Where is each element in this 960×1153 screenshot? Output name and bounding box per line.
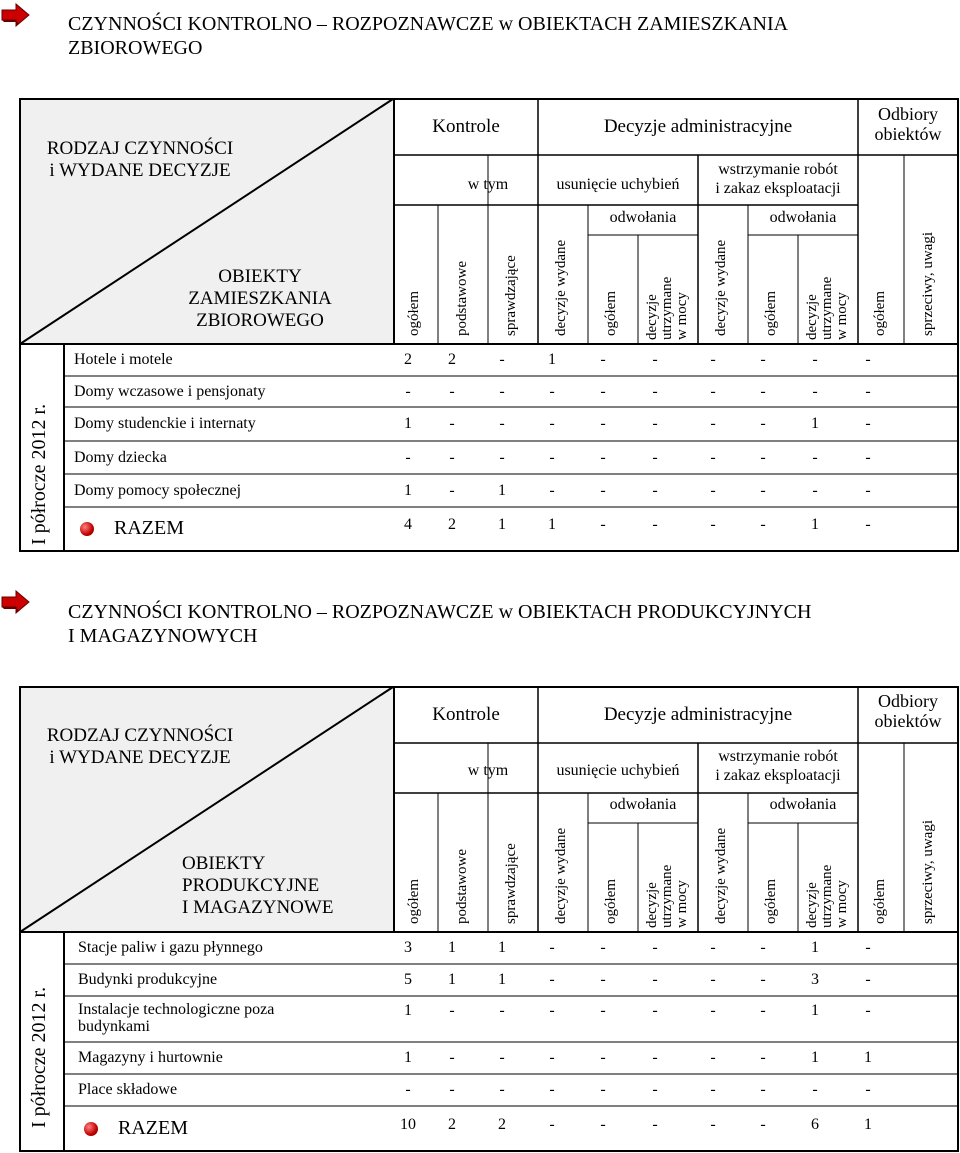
table-cell: - bbox=[652, 971, 658, 988]
table-cell: 1 bbox=[811, 1002, 819, 1019]
table-cell: - bbox=[449, 1002, 455, 1019]
col-sprzeciwy: sprzeciwy, uwagi bbox=[920, 232, 936, 336]
table-cell: 1 bbox=[404, 481, 412, 499]
table-cell: - bbox=[652, 939, 658, 956]
table-cell: - bbox=[652, 1002, 658, 1019]
col-decyzje-utrzymane: decyzje utrzymane w mocy bbox=[804, 276, 850, 340]
table-cell: - bbox=[449, 481, 455, 499]
table-cell: - bbox=[865, 971, 871, 988]
table-cell: 1 bbox=[498, 939, 506, 956]
col-decyzje-wydane: decyzje wydane bbox=[553, 827, 569, 924]
table-cell: - bbox=[600, 971, 606, 988]
row-label: Domy dziecka bbox=[74, 448, 167, 466]
table-cell: - bbox=[600, 448, 606, 466]
bullet-icon bbox=[84, 1122, 98, 1136]
section-title: CZYNNOŚCI KONTROLNO – ROZPOZNAWCZE w OBIEKTACH ZAMIESZKANIA ZBIOROWEGO bbox=[68, 13, 789, 59]
side-label: I półrocze 2012 r. bbox=[28, 403, 50, 545]
row-label: Place składowe bbox=[78, 1081, 178, 1098]
obiekty-label: OBIEKTY ZAMIESZKANIA ZBIOROWEGO bbox=[188, 266, 332, 331]
table-cell: 1 bbox=[548, 351, 556, 368]
col-decyzje-wydane: decyzje wydane bbox=[713, 827, 729, 924]
total-cell: - bbox=[652, 1115, 658, 1133]
table-cell: - bbox=[865, 448, 871, 466]
col-decyzje-wydane: decyzje wydane bbox=[713, 239, 729, 336]
col-ogolem: ogółem bbox=[406, 879, 422, 924]
decyzje-admin-header: Decyzje administracyjne bbox=[603, 704, 793, 725]
total-cell: - bbox=[865, 516, 871, 533]
table-cell: 1 bbox=[811, 1049, 819, 1066]
total-cell: 2 bbox=[448, 1115, 456, 1133]
table-cell: - bbox=[812, 481, 818, 499]
table-cell: - bbox=[710, 1049, 716, 1066]
row-label: Magazyny i hurtownie bbox=[78, 1049, 223, 1066]
col-decyzje-utrzymane: decyzje utrzymane w mocy bbox=[644, 864, 690, 928]
table-cell: - bbox=[652, 1081, 658, 1098]
total-label: RAZEM bbox=[118, 1116, 188, 1139]
table-cell: - bbox=[812, 351, 818, 368]
table-cell: - bbox=[499, 382, 505, 400]
total-cell: - bbox=[600, 1115, 606, 1133]
table-cell: - bbox=[600, 481, 606, 499]
table-cell: - bbox=[652, 415, 658, 432]
table-cell: 1 bbox=[448, 939, 456, 956]
total-cell: - bbox=[710, 516, 716, 533]
rodzaj-czynnosci-label: RODZAJ CZYNNOŚCI i WYDANE DECYZJE bbox=[46, 138, 234, 181]
odwolania-header: odwołania bbox=[609, 209, 677, 226]
col-podstawowe: podstawowe bbox=[454, 261, 470, 336]
obiekty-label: OBIEKTY PRODUKCYJNE I MAGAZYNOWE bbox=[182, 853, 334, 918]
row-label: Hotele i motele bbox=[74, 351, 173, 368]
table-cell: 3 bbox=[811, 971, 819, 988]
table-cell: 1 bbox=[811, 939, 819, 956]
col-ogolem: ogółem bbox=[763, 291, 779, 336]
table-cell: - bbox=[710, 351, 716, 368]
total-cell: 10 bbox=[400, 1115, 416, 1133]
table-cell: - bbox=[405, 382, 411, 400]
table-cell: - bbox=[600, 1081, 606, 1098]
total-cell: 1 bbox=[498, 516, 506, 533]
table-cell: - bbox=[549, 971, 555, 988]
table-cell: 1 bbox=[498, 481, 506, 499]
total-cell: 1 bbox=[811, 516, 819, 533]
table-cell: - bbox=[710, 382, 716, 400]
table-cell: - bbox=[760, 939, 766, 956]
table-cell: - bbox=[865, 351, 871, 368]
table-cell: 1 bbox=[811, 415, 819, 432]
col-decyzje-utrzymane: decyzje utrzymane w mocy bbox=[804, 864, 850, 928]
row-label: Stacje paliw i gazu płynnego bbox=[78, 939, 263, 956]
w-tym-header: w tym bbox=[467, 176, 509, 193]
table-cell: - bbox=[499, 1081, 505, 1098]
table-cell: - bbox=[449, 1081, 455, 1098]
rodzaj-czynnosci-label: RODZAJ CZYNNOŚCI i WYDANE DECYZJE bbox=[46, 725, 234, 768]
total-cell: 2 bbox=[498, 1115, 506, 1133]
table-cell: - bbox=[760, 448, 766, 466]
table-cell: - bbox=[405, 1081, 411, 1098]
row-label: Domy pomocy społecznej bbox=[74, 481, 242, 499]
table-cell: - bbox=[449, 415, 455, 432]
table-cell: - bbox=[499, 1002, 505, 1019]
row-label: Domy wczasowe i pensjonaty bbox=[74, 382, 266, 400]
table-cell: - bbox=[710, 939, 716, 956]
col-sprawdzajace: sprawdzające bbox=[503, 255, 519, 336]
table-cell: - bbox=[499, 1049, 505, 1066]
table-cell: - bbox=[652, 448, 658, 466]
w-tym-header: w tym bbox=[467, 762, 509, 779]
total-cell: 6 bbox=[811, 1115, 819, 1133]
side-label: I półrocze 2012 r. bbox=[28, 986, 50, 1128]
total-cell: - bbox=[760, 516, 766, 533]
col-ogolem: ogółem bbox=[872, 291, 888, 336]
table-cell: 5 bbox=[404, 971, 412, 988]
table-cell: - bbox=[499, 448, 505, 466]
table-cell: - bbox=[812, 448, 818, 466]
wstrzymanie-header: wstrzymanie robót i zakaz eksploatacji bbox=[715, 748, 841, 784]
table-cell: 1 bbox=[448, 971, 456, 988]
table-cell: - bbox=[865, 1002, 871, 1019]
table-cell: - bbox=[549, 1002, 555, 1019]
col-ogolem: ogółem bbox=[603, 291, 619, 336]
table-cell: - bbox=[549, 382, 555, 400]
table-cell: - bbox=[600, 1002, 606, 1019]
table-cell: - bbox=[760, 415, 766, 432]
table-cell: - bbox=[760, 1081, 766, 1098]
col-ogolem: ogółem bbox=[603, 879, 619, 924]
odbiory-header: Odbiory obiektów bbox=[874, 104, 942, 144]
total-cell: 1 bbox=[864, 1115, 872, 1133]
table-cell: - bbox=[652, 382, 658, 400]
col-sprawdzajace: sprawdzające bbox=[503, 843, 519, 924]
table-cell: - bbox=[600, 351, 606, 368]
col-ogolem: ogółem bbox=[872, 879, 888, 924]
row-label: Budynki produkcyjne bbox=[78, 971, 218, 988]
col-decyzje-wydane: decyzje wydane bbox=[553, 239, 569, 336]
total-cell: - bbox=[652, 516, 658, 533]
total-cell: - bbox=[600, 516, 606, 533]
table-cell: - bbox=[760, 1002, 766, 1019]
table-cell: 1 bbox=[404, 1049, 412, 1066]
col-ogolem: ogółem bbox=[763, 879, 779, 924]
table-cell: - bbox=[549, 481, 555, 499]
table-cell: - bbox=[710, 448, 716, 466]
table-cell: - bbox=[652, 481, 658, 499]
table-cell: - bbox=[812, 1081, 818, 1098]
table-cell: - bbox=[760, 481, 766, 499]
total-label: RAZEM bbox=[114, 517, 184, 539]
table-cell: 1 bbox=[498, 971, 506, 988]
table-cell: - bbox=[600, 939, 606, 956]
decyzje-admin-header: Decyzje administracyjne bbox=[603, 116, 793, 137]
table-cell: - bbox=[549, 939, 555, 956]
table-cell: - bbox=[760, 971, 766, 988]
table-cell: - bbox=[549, 1049, 555, 1066]
table-cell: 2 bbox=[404, 351, 412, 368]
total-cell: - bbox=[760, 1115, 766, 1133]
total-cell: 1 bbox=[548, 516, 556, 533]
table-cell: - bbox=[499, 351, 505, 368]
table-cell: - bbox=[710, 481, 716, 499]
col-podstawowe: podstawowe bbox=[454, 849, 470, 924]
table-cell: - bbox=[760, 351, 766, 368]
row-label: Instalacje technologiczne poza budynkami bbox=[78, 1001, 275, 1035]
col-decyzje-utrzymane: decyzje utrzymane w mocy bbox=[644, 276, 690, 340]
table-cell: - bbox=[652, 1049, 658, 1066]
kontrole-header: Kontrole bbox=[432, 704, 500, 725]
table-cell: - bbox=[760, 1049, 766, 1066]
table-cell: - bbox=[600, 415, 606, 432]
table-cell: - bbox=[652, 351, 658, 368]
table-cell: - bbox=[812, 382, 818, 400]
table-cell: - bbox=[549, 448, 555, 466]
col-ogolem: ogółem bbox=[406, 291, 422, 336]
table-cell: 1 bbox=[404, 1002, 412, 1019]
table-cell: - bbox=[710, 971, 716, 988]
table-cell: - bbox=[865, 939, 871, 956]
table-cell: - bbox=[499, 415, 505, 432]
table-cell: - bbox=[549, 415, 555, 432]
table-cell: - bbox=[760, 382, 766, 400]
section-title: CZYNNOŚCI KONTROLNO – ROZPOZNAWCZE w OBIEKTACH PRODUKCYJNYCH I MAGAZYNOWYCH bbox=[68, 601, 812, 647]
odbiory-header: Odbiory obiektów bbox=[874, 691, 942, 731]
kontrole-header: Kontrole bbox=[432, 116, 500, 137]
table-cell: - bbox=[600, 1049, 606, 1066]
table-cell: 1 bbox=[864, 1049, 872, 1066]
table-cell: 1 bbox=[404, 415, 412, 432]
odwolania-header: odwołania bbox=[769, 796, 837, 813]
row-label: Domy studenckie i internaty bbox=[74, 415, 256, 432]
usuniecie-header: usunięcie uchybień bbox=[556, 176, 680, 193]
table-cell: - bbox=[710, 1002, 716, 1019]
table-cell: - bbox=[449, 448, 455, 466]
total-cell: - bbox=[549, 1115, 555, 1133]
table-cell: 3 bbox=[404, 939, 412, 956]
odwolania-header: odwołania bbox=[769, 209, 837, 226]
table-cell: - bbox=[449, 1049, 455, 1066]
table-cell: - bbox=[865, 481, 871, 499]
table-cell: - bbox=[549, 1081, 555, 1098]
total-cell: - bbox=[710, 1115, 716, 1133]
table-cell: 2 bbox=[448, 351, 456, 368]
table-cell: - bbox=[710, 1081, 716, 1098]
table-cell: - bbox=[710, 415, 716, 432]
wstrzymanie-header: wstrzymanie robót i zakaz eksploatacji bbox=[715, 161, 841, 197]
col-sprzeciwy: sprzeciwy, uwagi bbox=[920, 820, 936, 924]
table-cell: - bbox=[449, 382, 455, 400]
odwolania-header: odwołania bbox=[609, 796, 677, 813]
total-cell: 4 bbox=[404, 516, 412, 533]
total-cell: 2 bbox=[448, 516, 456, 533]
table-cell: - bbox=[865, 382, 871, 400]
usuniecie-header: usunięcie uchybień bbox=[556, 762, 680, 779]
table-cell: - bbox=[405, 448, 411, 466]
table-cell: - bbox=[865, 1081, 871, 1098]
table-cell: - bbox=[865, 415, 871, 432]
table-cell: - bbox=[600, 382, 606, 400]
